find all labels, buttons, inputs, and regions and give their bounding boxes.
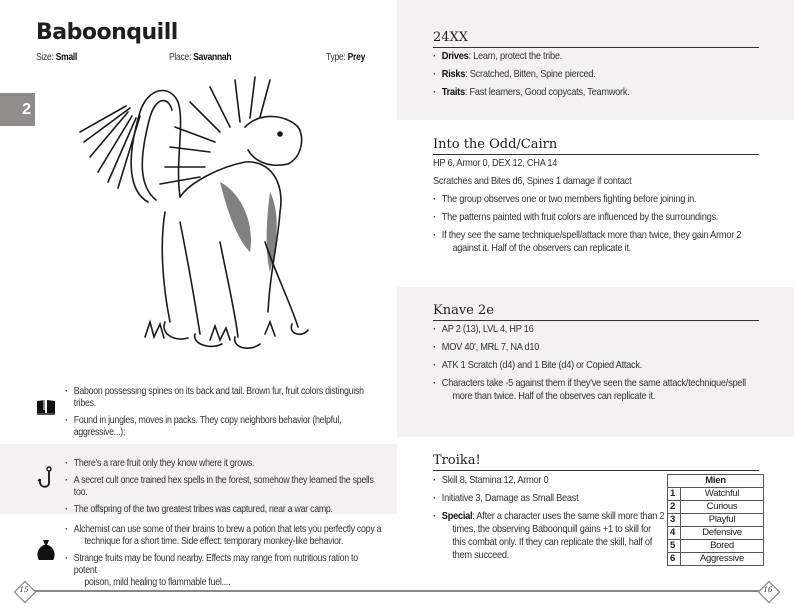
mien-value: Watchful — [681, 488, 764, 501]
loot-list — [65, 524, 382, 594]
24xx-item — [433, 50, 770, 63]
description-section — [0, 386, 397, 444]
odd-body — [433, 157, 763, 260]
mien-row — [668, 553, 764, 566]
troika-item: · Skill 8, Stamina 12, Armor 0 — [433, 474, 680, 487]
odd-item: · The group observes one or two members fighting before joining in. — [433, 193, 770, 206]
mien-value: Defensive — [681, 527, 764, 540]
knave-heading: Knave 2e — [433, 303, 759, 321]
size-meta — [36, 52, 77, 63]
loot-section — [0, 520, 397, 588]
place-meta — [169, 52, 231, 63]
special-line: times, the observing Baboonquill gains +1 to skill for — [452, 523, 652, 535]
odd-line: against it. Half of the observers can replicate it. — [452, 242, 631, 254]
mien-row — [668, 501, 764, 514]
mien-value: Bored — [681, 540, 764, 553]
24xx-body — [433, 50, 763, 104]
knave-item: · ATK 1 Scratch (d4) and 1 Bite (d4) or Copied Attack. — [433, 359, 770, 372]
24xx-list — [433, 50, 763, 99]
item-label: Drives — [441, 50, 469, 62]
mien-value: Curious — [681, 501, 764, 514]
mien-header: Mien — [668, 475, 764, 488]
troika-heading: Troika! — [433, 453, 759, 471]
knave-item: · MOV 40', MRL 7, NA d10 — [433, 341, 770, 354]
knave-line: Characters take -5 against them if they've seen the same attack/technique/spell — [441, 377, 746, 389]
knave-item — [433, 377, 770, 403]
knave-list — [433, 323, 763, 403]
loot-item — [65, 553, 381, 589]
hook-item: · A secret cult once trained hex spells in the forest, somehow they learned the spells too. — [65, 475, 381, 499]
24xx-item — [433, 68, 770, 81]
hook-item: · There's a rare fruit only they know where it grows. — [65, 458, 381, 470]
type-label: Type: — [326, 52, 346, 63]
size-label: Size: — [36, 52, 54, 63]
footer-rule — [397, 590, 762, 592]
baboonquill-illustration — [70, 72, 320, 357]
page-number: 16 — [763, 586, 773, 594]
mien-number: 6 — [668, 553, 681, 566]
book-icon — [36, 394, 56, 418]
special-line: them succeed. — [452, 549, 510, 561]
special-label: Special — [441, 510, 473, 522]
odd-item — [433, 229, 770, 255]
item-label: Risks — [441, 68, 466, 80]
troika-list — [433, 474, 673, 562]
mien-number: 1 — [668, 488, 681, 501]
creature-title: Baboonquill — [36, 20, 178, 45]
page-number: 15 — [19, 586, 29, 594]
mien-value: Aggressive — [681, 553, 764, 566]
fishhook-icon — [36, 466, 56, 490]
mien-row — [668, 540, 764, 553]
troika-item: · Initiative 3, Damage as Small Beast — [433, 492, 680, 505]
description-item: · Baboon possessing spines on its back and tail. Brown fur, fruit colors distinguish tribes. — [65, 386, 381, 410]
chapter-tab[interactable]: 2 — [0, 93, 35, 126]
loot-line: Alchemist can use some of their brains to brew a potion that lets you perfectly copy a — [73, 524, 382, 535]
mien-table — [667, 474, 764, 566]
right-page — [397, 0, 794, 613]
type-meta — [326, 52, 365, 63]
item-label: Traits — [441, 86, 465, 98]
hooks-section — [0, 444, 397, 514]
item-text: : Scratched, Bitten, Spine pierced. — [465, 68, 596, 80]
hook-item: · The offspring of the two greatest tribes was captured, near a war camp. — [65, 504, 381, 516]
description-item: · Found in jungles, moves in packs. They copy neighbors behavior (helpful, aggressive...); — [65, 415, 381, 439]
loot-line: Strange fruits may be found nearby. Effects may range from nutritious ration to potent — [73, 553, 358, 576]
mien-row — [668, 527, 764, 540]
footer-rule — [30, 590, 397, 592]
loot-line: poison, mild healing to flammable fuel.... — [84, 577, 231, 588]
odd-heading: Into the Odd/Cairn — [433, 137, 759, 155]
place-label: Place: — [169, 52, 192, 63]
knave-body — [433, 323, 763, 408]
mien-number: 2 — [668, 501, 681, 514]
special-line: this combat only. If they can replicate the skill, half of — [452, 536, 653, 548]
hooks-list — [65, 458, 377, 521]
odd-stat-line: HP 6, Armor 0, DEX 12, CHA 14 — [433, 157, 558, 169]
mien-value: Playful — [681, 514, 764, 527]
odd-stat-line: Scratches and Bites d6, Spines 1 damage if contact — [433, 175, 632, 187]
mien-number: 5 — [668, 540, 681, 553]
type-value: Prey — [347, 52, 366, 63]
knave-item: · AP 2 (13), LVL 4, HP 16 — [433, 323, 770, 336]
size-value: Small — [55, 52, 78, 63]
24xx-item — [433, 86, 770, 99]
troika-special — [433, 510, 680, 562]
place-value: Savannah — [193, 52, 232, 63]
item-text: : Learn, protect the tribe. — [468, 50, 563, 62]
loot-line: technique for a short time. Side effect: temporary monkey-like behavior. — [84, 536, 344, 547]
special-line: : After a character uses the same skill more than 2 — [472, 510, 665, 522]
mien-number: 3 — [668, 514, 681, 527]
knave-line: more than twice. Half of the observes can replicate it. — [452, 390, 656, 402]
24xx-heading: 24XX — [433, 30, 759, 48]
loot-item — [65, 524, 381, 548]
mien-row — [668, 488, 764, 501]
loot-bag-icon — [36, 538, 56, 562]
item-text: : Fast learners, Good copycats, Teamwork. — [464, 86, 630, 98]
troika-body — [433, 474, 673, 567]
odd-list — [433, 193, 763, 255]
mien-row — [668, 514, 764, 527]
odd-item: · The patterns painted with fruit colors are influenced by the surroundings. — [433, 211, 770, 224]
mien-number: 4 — [668, 527, 681, 540]
odd-line: If they see the same technique/spell/attack more than twice, they gain Armor 2 — [441, 229, 742, 241]
